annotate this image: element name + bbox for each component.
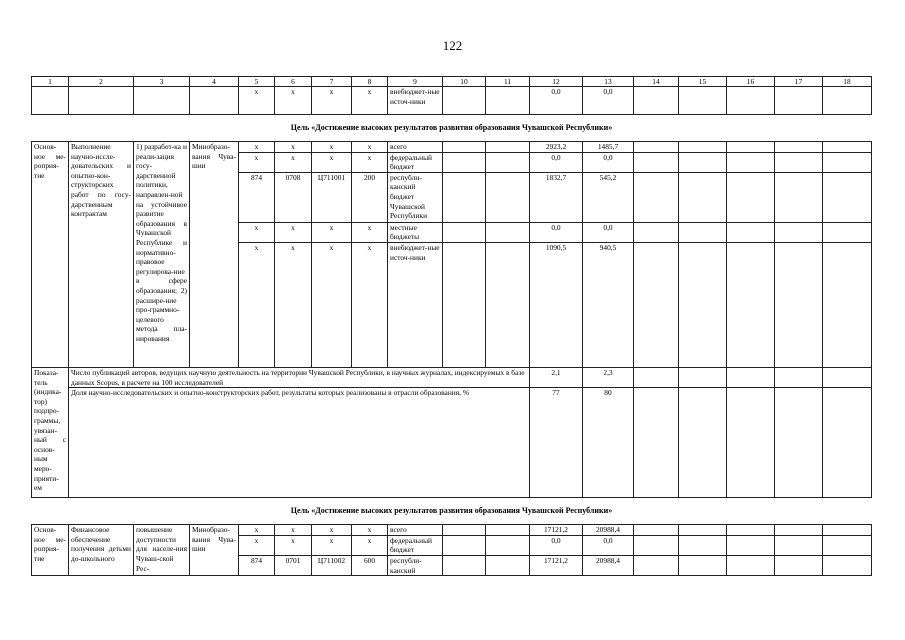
table-cell: x bbox=[312, 222, 352, 242]
table-row bbox=[32, 388, 872, 498]
col-number: 6 bbox=[275, 77, 312, 87]
value-cell: 0,0 bbox=[583, 535, 634, 555]
table-cell: x bbox=[312, 242, 352, 367]
table-cell bbox=[679, 367, 727, 387]
table-cell bbox=[727, 525, 775, 536]
event-goal: повышение доступности для населе-ния Чуваш-ской Рес- bbox=[134, 525, 190, 576]
table-cell bbox=[443, 152, 486, 172]
table-cell bbox=[823, 87, 872, 115]
table-cell bbox=[634, 87, 679, 115]
funding-source: всего bbox=[388, 525, 443, 536]
value-cell: 17121,2 bbox=[530, 555, 583, 575]
table-cell bbox=[634, 142, 679, 153]
table-row bbox=[32, 367, 872, 387]
value-cell: 20988,4 bbox=[583, 555, 634, 575]
table-cell bbox=[679, 87, 727, 115]
table-cell: x bbox=[275, 142, 312, 153]
col-number: 18 bbox=[823, 77, 872, 87]
table-cell bbox=[190, 87, 239, 115]
table-cell: x bbox=[352, 242, 388, 367]
table-cell bbox=[679, 242, 727, 367]
table-cell bbox=[727, 367, 775, 387]
table-cell bbox=[486, 222, 530, 242]
table-cell bbox=[679, 142, 727, 153]
value-cell: 2,1 bbox=[530, 367, 583, 387]
table-cell bbox=[727, 222, 775, 242]
table-cell bbox=[486, 535, 530, 555]
col-number: 9 bbox=[388, 77, 443, 87]
col-number: 14 bbox=[634, 77, 679, 87]
table-cell bbox=[823, 525, 872, 536]
table-cell bbox=[823, 555, 872, 575]
funding-source: республи-канский bbox=[388, 555, 443, 575]
goal-row bbox=[32, 115, 872, 142]
value-cell: 940,5 bbox=[583, 242, 634, 367]
table-cell bbox=[443, 535, 486, 555]
value-cell: 1832,7 bbox=[530, 172, 583, 222]
table-cell bbox=[823, 242, 872, 367]
table-cell: 200 bbox=[352, 172, 388, 222]
table-cell bbox=[634, 152, 679, 172]
table-cell bbox=[679, 152, 727, 172]
col-number: 15 bbox=[679, 77, 727, 87]
table-cell bbox=[679, 525, 727, 536]
page-number: 122 bbox=[442, 38, 463, 53]
table-cell bbox=[486, 152, 530, 172]
value-cell: 1485,7 bbox=[583, 142, 634, 153]
funding-source: внебюджет-ные источ-ники bbox=[388, 87, 443, 115]
value-cell: 17121,2 bbox=[530, 525, 583, 536]
row-type-label: Основ-ное ме-роприя-тие bbox=[32, 525, 69, 576]
table-cell bbox=[634, 535, 679, 555]
funding-source: местные бюджеты bbox=[388, 222, 443, 242]
table-cell bbox=[775, 172, 823, 222]
table-cell: 0701 bbox=[275, 555, 312, 575]
table-cell bbox=[775, 367, 823, 387]
column-number-row bbox=[32, 77, 872, 87]
event-name: Выполнение научно-иссле-довательских и опытно-кон-структорских работ по госу-дарственным контрактам bbox=[69, 142, 134, 368]
table-cell: x bbox=[239, 525, 275, 536]
table-cell: x bbox=[275, 87, 312, 115]
table-cell: x bbox=[352, 152, 388, 172]
table-cell: x bbox=[239, 242, 275, 367]
table-cell bbox=[823, 535, 872, 555]
table-cell bbox=[679, 388, 727, 498]
table-cell bbox=[679, 222, 727, 242]
value-cell: 20988,4 bbox=[583, 525, 634, 536]
funding-source: федеральный бюджет bbox=[388, 535, 443, 555]
table-cell bbox=[634, 367, 679, 387]
table-cell: x bbox=[312, 142, 352, 153]
budget-table bbox=[31, 76, 872, 576]
value-cell: 0,0 bbox=[530, 222, 583, 242]
funding-source: внебюджет-ные источ-ники bbox=[388, 242, 443, 367]
table-cell bbox=[443, 222, 486, 242]
table-cell: Ц711002 bbox=[312, 555, 352, 575]
col-number: 4 bbox=[190, 77, 239, 87]
table-cell bbox=[775, 535, 823, 555]
table-cell bbox=[486, 555, 530, 575]
responsible-executor: Минобразо-вания Чува-шии bbox=[190, 142, 239, 368]
table-cell: x bbox=[312, 87, 352, 115]
table-cell bbox=[443, 172, 486, 222]
table-cell bbox=[634, 388, 679, 498]
table-cell bbox=[443, 555, 486, 575]
table-cell bbox=[69, 87, 134, 115]
funding-source: республи-канский бюджет Чувашской Республики bbox=[388, 172, 443, 222]
table-cell bbox=[727, 555, 775, 575]
table-cell: x bbox=[312, 525, 352, 536]
value-cell: 80 bbox=[583, 388, 634, 498]
funding-source: всего bbox=[388, 142, 443, 153]
table-cell bbox=[486, 87, 530, 115]
table-cell bbox=[727, 152, 775, 172]
col-number: 16 bbox=[727, 77, 775, 87]
table-cell bbox=[823, 367, 872, 387]
table-cell: x bbox=[312, 152, 352, 172]
table-cell: 874 bbox=[239, 555, 275, 575]
value-cell: 0,0 bbox=[583, 87, 634, 115]
value-cell: 2923,2 bbox=[530, 142, 583, 153]
table-cell bbox=[443, 142, 486, 153]
value-cell: 77 bbox=[530, 388, 583, 498]
table-cell bbox=[823, 142, 872, 153]
col-number: 8 bbox=[352, 77, 388, 87]
col-number: 7 bbox=[312, 77, 352, 87]
goal-row bbox=[32, 498, 872, 525]
table-cell bbox=[727, 535, 775, 555]
table-cell: x bbox=[352, 142, 388, 153]
table-cell bbox=[775, 222, 823, 242]
table-row bbox=[32, 87, 872, 115]
table-cell bbox=[679, 555, 727, 575]
responsible-executor: Минобразо-вания Чува-шии bbox=[190, 525, 239, 576]
table-cell: 600 bbox=[352, 555, 388, 575]
table-cell: x bbox=[239, 222, 275, 242]
table-cell bbox=[134, 87, 190, 115]
col-number: 12 bbox=[530, 77, 583, 87]
event-goal: 1) разработ-ка и реали-зация госу-дарственной политики, направлен-ной на устойчивое развитие образования в Чувашской Республике и нормативно-правовое регулирова-ние в сфере образования; 2) расшире-ние про-граммно-целевого метода пла-нирования bbox=[134, 142, 190, 368]
table-cell: 0708 bbox=[275, 172, 312, 222]
table-cell bbox=[727, 172, 775, 222]
goal-title: Цель «Достижение высоких результатов развития образования Чувашской Республики» bbox=[32, 498, 872, 525]
table-cell bbox=[486, 525, 530, 536]
table-cell bbox=[443, 242, 486, 367]
table-cell: x bbox=[275, 152, 312, 172]
table-cell: x bbox=[275, 222, 312, 242]
event-name: Финансовое обеспечение получения детьми до-школьного bbox=[69, 525, 134, 576]
table-cell bbox=[486, 172, 530, 222]
value-cell: 1090,5 bbox=[530, 242, 583, 367]
table-cell bbox=[775, 152, 823, 172]
value-cell: 0,0 bbox=[530, 87, 583, 115]
table-cell: x bbox=[239, 535, 275, 555]
table-cell bbox=[32, 87, 69, 115]
table-cell bbox=[823, 172, 872, 222]
col-number: 13 bbox=[583, 77, 634, 87]
goal-title: Цель «Достижение высоких результатов развития образования Чувашской Республики» bbox=[32, 115, 872, 142]
col-number: 3 bbox=[134, 77, 190, 87]
table-cell: Ц711001 bbox=[312, 172, 352, 222]
table-cell bbox=[443, 525, 486, 536]
table-cell bbox=[634, 555, 679, 575]
col-number: 11 bbox=[486, 77, 530, 87]
indicator-text: Число публикаций авторов, ведущих научную деятельность на территории Чувашской Республики, в научных журналах, индексируемых в базе данных Scopus, в расчете на 100 исследователей bbox=[69, 367, 530, 387]
table-cell bbox=[823, 152, 872, 172]
table-row bbox=[32, 142, 872, 153]
table-cell bbox=[775, 555, 823, 575]
table-cell bbox=[634, 525, 679, 536]
table-cell bbox=[727, 388, 775, 498]
table-cell: x bbox=[352, 525, 388, 536]
table-cell bbox=[634, 242, 679, 367]
table-cell bbox=[443, 87, 486, 115]
col-number: 2 bbox=[69, 77, 134, 87]
table-cell bbox=[775, 525, 823, 536]
table-cell: x bbox=[275, 535, 312, 555]
table-cell bbox=[775, 388, 823, 498]
table-cell bbox=[823, 388, 872, 498]
value-cell: 0,0 bbox=[530, 152, 583, 172]
table-cell bbox=[634, 172, 679, 222]
table-cell bbox=[486, 242, 530, 367]
table-cell: x bbox=[239, 142, 275, 153]
table-cell bbox=[727, 87, 775, 115]
col-number: 10 bbox=[443, 77, 486, 87]
value-cell: 545,2 bbox=[583, 172, 634, 222]
table-cell: x bbox=[275, 525, 312, 536]
table-cell bbox=[486, 142, 530, 153]
table-cell bbox=[775, 242, 823, 367]
table-cell bbox=[823, 222, 872, 242]
table-cell bbox=[679, 535, 727, 555]
table-cell: x bbox=[239, 87, 275, 115]
table-cell bbox=[727, 242, 775, 367]
value-cell: 2,3 bbox=[583, 367, 634, 387]
col-number: 5 bbox=[239, 77, 275, 87]
col-number: 17 bbox=[775, 77, 823, 87]
value-cell: 0,0 bbox=[583, 152, 634, 172]
table-cell: x bbox=[312, 535, 352, 555]
table-cell bbox=[775, 87, 823, 115]
table-cell: x bbox=[275, 242, 312, 367]
table-cell: x bbox=[352, 87, 388, 115]
table-cell: x bbox=[352, 535, 388, 555]
table-cell bbox=[775, 142, 823, 153]
row-type-label: Основ-ное ме-роприя-тие bbox=[32, 142, 69, 368]
table-cell: x bbox=[239, 152, 275, 172]
value-cell: 0,0 bbox=[583, 222, 634, 242]
col-number: 1 bbox=[32, 77, 69, 87]
row-type-label: Показа-тель (индика-тор) подпро-граммы, увязан-ный с основ-ным меро-прияти-ем bbox=[32, 367, 69, 497]
table-cell: x bbox=[352, 222, 388, 242]
table-cell bbox=[727, 142, 775, 153]
indicator-text: Доля научно-исследовательских и опытно-конструкторских работ, результаты которых реализованы в отрасли образования, % bbox=[69, 388, 530, 498]
table-row bbox=[32, 525, 872, 536]
value-cell: 0,0 bbox=[530, 535, 583, 555]
table-cell: 874 bbox=[239, 172, 275, 222]
funding-source: федеральный бюджет bbox=[388, 152, 443, 172]
table-cell bbox=[679, 172, 727, 222]
table-cell bbox=[634, 222, 679, 242]
